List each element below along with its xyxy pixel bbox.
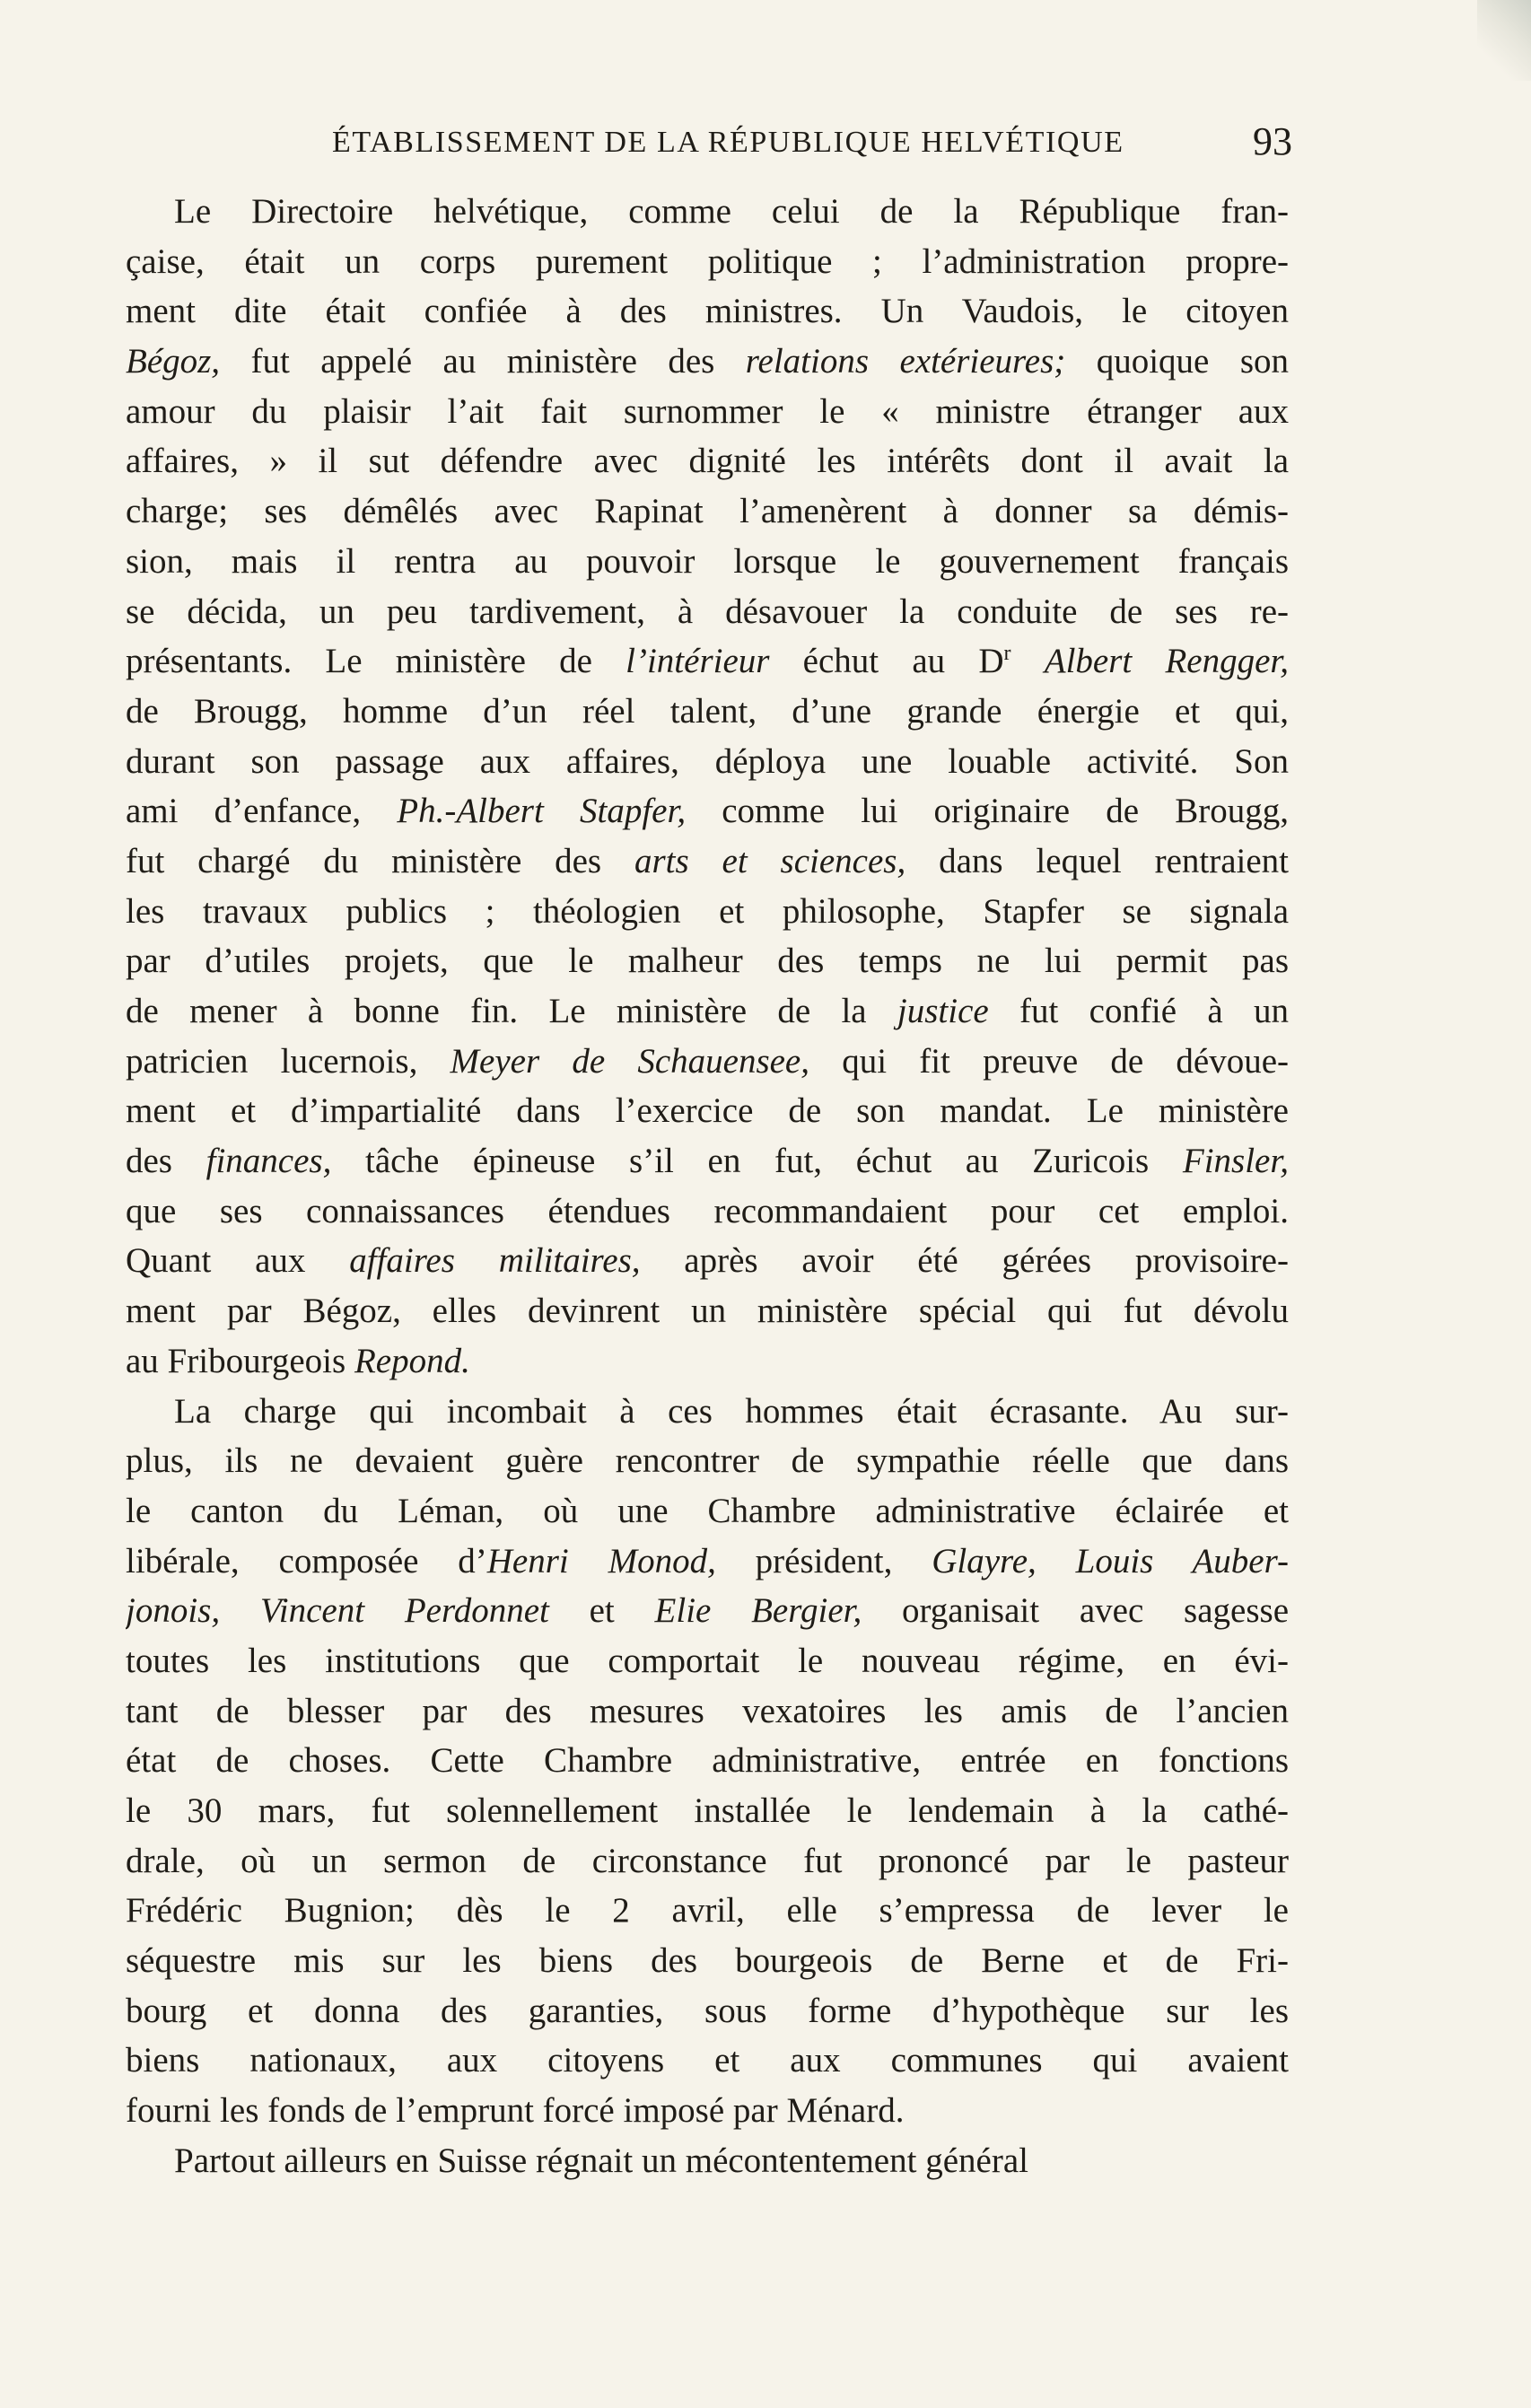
text-line <box>126 1286 1289 1336</box>
text-line <box>126 986 1289 1037</box>
italic-text: Meyer de Schauensee, <box>450 1041 809 1081</box>
text-run: dans lequel rentraient <box>905 841 1289 880</box>
text-line <box>126 1936 1289 1986</box>
text-run: sion, mais il rentra au pouvoir lorsque le gouvernement français <box>126 541 1289 581</box>
text-run: par d’utiles projets, que le malheur des temps ne lui permit pas <box>126 941 1289 981</box>
text-line <box>126 436 1289 486</box>
text-run: amour du plaisir l’ait fait surnommer le « ministre étranger aux <box>126 391 1289 431</box>
text-run: tant de blesser par des mesures vexatoires les amis de l’ancien <box>126 1691 1289 1730</box>
italic-text: relations extérieures; <box>745 342 1066 381</box>
text-line <box>126 286 1289 337</box>
text-line <box>126 887 1289 937</box>
text-run: çaise, était un corps purement politique ; l’administration propre- <box>126 241 1289 281</box>
page-corner-shadow <box>1477 0 1531 81</box>
page-header <box>126 117 1292 171</box>
text-line <box>126 587 1289 637</box>
text-run: le 30 mars, fut solennellement installée le lendemain à la cathé- <box>126 1791 1289 1830</box>
text-line <box>126 337 1289 387</box>
text-run: président, <box>715 1541 932 1581</box>
text-line <box>126 1236 1289 1286</box>
italic-text: Finsler, <box>1182 1142 1289 1181</box>
text-run: au Fribourgeois <box>126 1341 354 1380</box>
text-line <box>126 1086 1289 1136</box>
text-run: toutes les institutions que comportait le nouveau régime, en évi- <box>126 1641 1289 1680</box>
text-run: La charge qui incombait à ces hommes était écrasante. Au sur- <box>174 1391 1289 1431</box>
italic-text: Ph.-Albert Stapfer, <box>397 792 687 831</box>
superscript: r <box>1003 642 1011 666</box>
text-run: Partout ailleurs en Suisse régnait un mécontentement général <box>174 2141 1028 2180</box>
text-run: organisait avec sagesse <box>862 1591 1289 1631</box>
italic-text: Elie Bergier, <box>654 1591 862 1631</box>
body-text <box>126 187 1289 2186</box>
text-line <box>126 1686 1289 1737</box>
text-run: se décida, un peu tardivement, à désavouer la conduite de ses re- <box>126 591 1289 631</box>
text-run: ment dite était confiée à des ministres. Un Vaudois, le citoyen <box>126 292 1289 331</box>
text-line <box>126 687 1289 737</box>
paragraph <box>126 1387 1289 2136</box>
text-run: Le Directoire helvétique, comme celui de la République fran- <box>174 192 1289 231</box>
text-line <box>126 936 1289 986</box>
italic-text: jonois, Vincent Perdonnet <box>126 1591 549 1631</box>
text-line <box>126 737 1289 787</box>
text-run: des <box>126 1142 206 1181</box>
text-run: Frédéric Bugnion; dès le 2 avril, elle s’empressa de lever le <box>126 1891 1289 1931</box>
paragraph <box>126 187 1289 1387</box>
text-run: après avoir été gérées provisoire- <box>640 1241 1289 1281</box>
italic-text: affaires militaires, <box>349 1241 641 1281</box>
text-run: quoique son <box>1065 342 1289 381</box>
text-line <box>126 2086 1289 2136</box>
text-run: affaires, » il sut défendre avec dignité les intérêts dont il avait la <box>126 442 1289 481</box>
text-run: drale, où un sermon de circonstance fut prononcé par le pasteur <box>126 1841 1289 1880</box>
text-run: ment et d’impartialité dans l’exercice de son mandat. Le ministère <box>126 1091 1289 1131</box>
text-line <box>126 1136 1289 1186</box>
text-line <box>126 2136 1289 2186</box>
text-line <box>126 1186 1289 1237</box>
italic-text: l’intérieur <box>626 642 770 681</box>
text-run: patricien lucernois, <box>126 1041 451 1081</box>
text-run: plus, ils ne devaient guère rencontrer de sympathie réelle que dans <box>126 1441 1289 1481</box>
text-line <box>126 187 1289 237</box>
text-run: de mener à bonne fin. Le ministère de la <box>126 992 897 1030</box>
text-line <box>126 387 1289 437</box>
text-line <box>126 786 1289 836</box>
text-run: libérale, composée d’ <box>126 1541 487 1581</box>
italic-text: justice <box>897 992 989 1030</box>
italic-text: Bégoz, <box>126 342 221 381</box>
text-run: séquestre mis sur les biens des bourgeois de Berne et de Fri- <box>126 1941 1289 1981</box>
text-run: Quant aux <box>126 1241 350 1281</box>
text-run: et <box>548 1591 655 1631</box>
text-run: le canton du Léman, où une Chambre administrative éclairée et <box>126 1491 1289 1530</box>
text-run: bourg et donna des garanties, sous forme d’hypothèque sur les <box>126 1991 1289 2030</box>
text-line <box>126 2036 1289 2086</box>
text-run: ment par Bégoz, elles devinrent un ministère spécial qui fut dévolu <box>126 1292 1289 1331</box>
text-line <box>126 486 1289 537</box>
text-line <box>126 1636 1289 1686</box>
text-run: que ses connaissances étendues recommandaient pour cet emploi. <box>126 1191 1289 1230</box>
text-run: charge; ses démêlés avec Rapinat l’amenèrent à donner sa démis- <box>126 492 1289 531</box>
italic-text: finances, <box>206 1142 332 1181</box>
text-run: ami d’enfance, <box>126 792 398 831</box>
text-run: présentants. Le ministère de <box>126 642 626 681</box>
text-run: fut appelé au ministère des <box>220 342 746 381</box>
paragraph <box>126 2136 1289 2186</box>
text-line <box>126 1336 1289 1387</box>
text-run: comme lui originaire de Brougg, <box>686 792 1289 831</box>
text-line <box>126 636 1289 687</box>
text-line <box>126 1736 1289 1786</box>
text-line <box>126 1537 1289 1587</box>
text-run: état de choses. Cette Chambre administrative, entrée en fonctions <box>126 1741 1289 1781</box>
page-number: 93 <box>1253 119 1292 163</box>
text-run: de Brougg, homme d’un réel talent, d’une grande énergie et qui, <box>126 691 1289 731</box>
text-line <box>126 1387 1289 1437</box>
italic-text: Henri Monod, <box>486 1541 716 1581</box>
text-line <box>126 1486 1289 1537</box>
text-run <box>1011 642 1045 680</box>
text-line <box>126 1436 1289 1486</box>
text-run: durant son passage aux affaires, déploya une louable activité. Son <box>126 741 1289 781</box>
text-line <box>126 1037 1289 1087</box>
italic-text: Glayre, Louis Auber- <box>932 1541 1289 1581</box>
text-line <box>126 836 1289 887</box>
text-line <box>126 1886 1289 1936</box>
running-head: ÉTABLISSEMENT DE LA RÉPUBLIQUE HELVÉTIQUE <box>332 126 1124 159</box>
text-line <box>126 1586 1289 1636</box>
text-line <box>126 1836 1289 1887</box>
italic-text: Albert Rengger, <box>1044 642 1289 681</box>
text-run: biens nationaux, aux citoyens et aux communes qui avaient <box>126 2041 1289 2080</box>
text-line <box>126 537 1289 587</box>
text-run: qui fit preuve de dévoue- <box>809 1041 1289 1081</box>
text-run: fut chargé du ministère des <box>126 841 634 880</box>
text-line <box>126 1786 1289 1836</box>
text-line <box>126 237 1289 287</box>
text-line <box>126 1986 1289 2036</box>
text-run: tâche épineuse s’il en fut, échut au Zuricois <box>331 1142 1183 1181</box>
text-run: fourni les fonds de l’emprunt forcé imposé par Ménard. <box>126 2091 905 2131</box>
text-run: fut confié à un <box>988 992 1289 1030</box>
italic-text: Repond. <box>354 1341 470 1380</box>
text-run: les travaux publics ; théologien et philosophe, Stapfer se signala <box>126 891 1289 931</box>
text-run: échut au D <box>769 642 1004 681</box>
italic-text: arts et sciences, <box>634 841 906 880</box>
